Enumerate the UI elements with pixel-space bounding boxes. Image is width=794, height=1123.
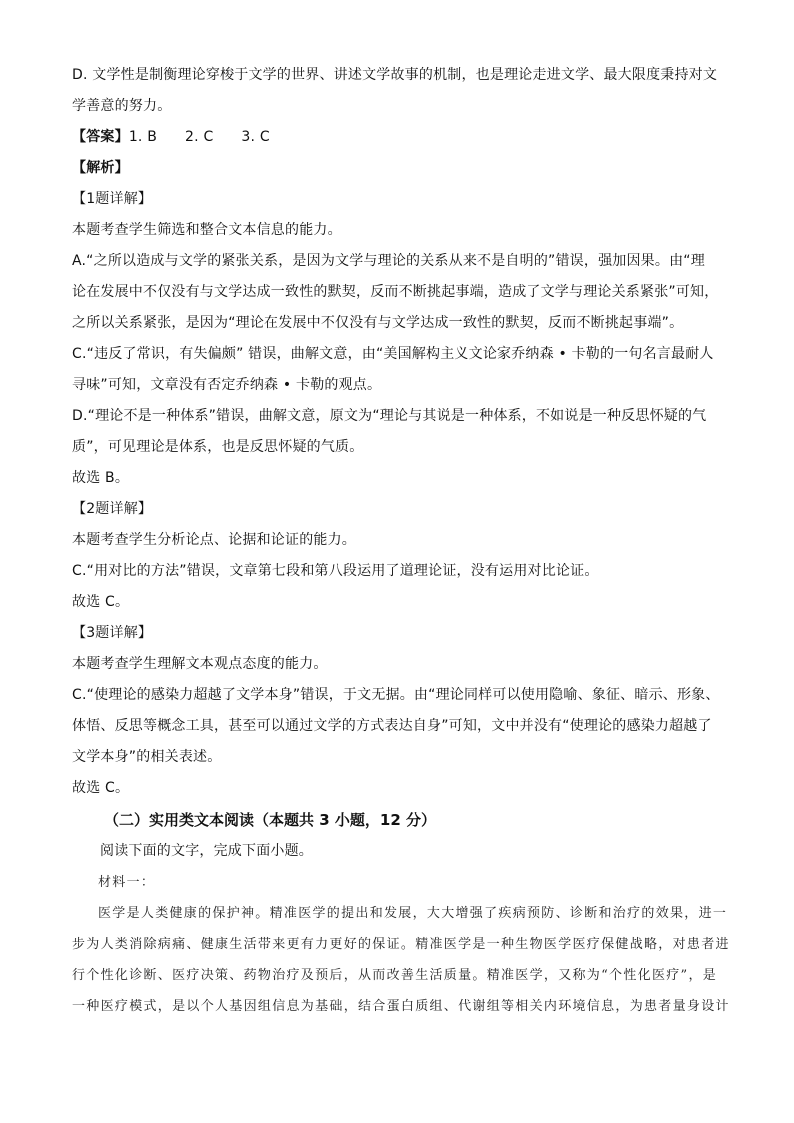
q3-conclusion: 故选 C。 [72,780,130,796]
q3-intro: 本题考查学生理解文本观点态度的能力。 [72,656,328,672]
option-d-line-1: D. 文学性是制衡理论穿梭于文学的世界、讲述文学故事的机制，也是理论走进文学、最大限度秉持对文 [72,67,718,83]
q3-line: 体悟、反思等概念工具，甚至可以通过文学的方式表达自身”可知，文中并没有“使理论的感染力超越了 [72,718,712,734]
q1-line: 质”，可见理论是体系，也是反思怀疑的气质。 [72,439,364,455]
section-instruction: 阅读下面的文字，完成下面小题。 [100,843,313,859]
q1-line: 寻味”可知，文章没有否定乔纳森 • 卡勒的观点。 [72,377,382,393]
document-page [72,60,730,1022]
q1-line: 之所以关系紧张，是因为“理论在发展中不仅没有与文学达成一致性的默契，反而不断挑起事端”。 [72,315,684,331]
q2-conclusion: 故选 C。 [72,594,130,610]
material-line: 行个性化诊断、医疗决策、药物治疗及预后，从而改善生活质量。精准医学，又称为“个性化医疗”，是 [72,968,718,983]
q1-line: 论在发展中不仅没有与文学达成一致性的默契，反而不断挑起事端，造成了文学与理论关系紧张”可知， [72,284,719,300]
q1-line: A.“之所以造成与文学的紧张关系，是因为文学与理论的关系从来不是自明的”错误，强加因果。由“理 [72,253,705,269]
q1-line: D.“理论不是一种体系”错误，曲解文意，原文为“理论与其说是一种体系，不如说是一种反思怀疑的气 [72,408,707,424]
q1-intro: 本题考查学生筛选和整合文本信息的能力。 [72,222,342,238]
answer-line [72,122,724,153]
q1-heading: 【1题详解】 [72,191,153,207]
material-label: 材料一： [98,875,156,890]
answer-1: 1. B [128,129,158,145]
answer-2: 2. C [185,129,214,145]
q1-line: C.“违反了常识，有失偏颇” 错误，曲解文意，由“美国解构主义文论家乔纳森 • 卡勒的一句名言最耐人 [72,346,714,362]
option-d-line-2: 学善意的努力。 [72,98,172,114]
q2-intro: 本题考查学生分析论点、论据和论证的能力。 [72,532,356,548]
q3-line: C.“使理论的感染力超越了文学本身”错误，于文无据。由“理论同样可以使用隐喻、象征、暗示、形象、 [72,687,720,703]
q2-line: C.“用对比的方法”错误，文章第七段和第八段运用了道理论证，没有运用对比论证。 [72,563,599,579]
answer-label: 【答案】 [72,129,129,145]
answer-3: 3. C [241,129,270,145]
material-line: 一种医疗模式，是以个人基因组信息为基础，结合蛋白质组、代谢组等相关内环境信息，为患者量身设计 [72,999,730,1014]
section-title: （二）实用类文本阅读（本题共 3 小题，12 分） [104,811,436,829]
material-line: 医学是人类健康的保护神。精准医学的提出和发展，大大增强了疾病预防、诊断和治疗的效果，进一 [98,906,728,921]
analysis-label: 【解析】 [72,160,129,176]
q3-heading: 【3题详解】 [72,625,153,641]
q3-line: 文学本身”的相关表述。 [72,749,222,765]
material-line: 步为人类消除病痛、健康生活带来更有力更好的保证。精准医学是一种生物医学医疗保健战略，对患者进 [72,937,730,952]
q2-heading: 【2题详解】 [72,501,153,517]
q1-conclusion: 故选 B。 [72,470,130,486]
